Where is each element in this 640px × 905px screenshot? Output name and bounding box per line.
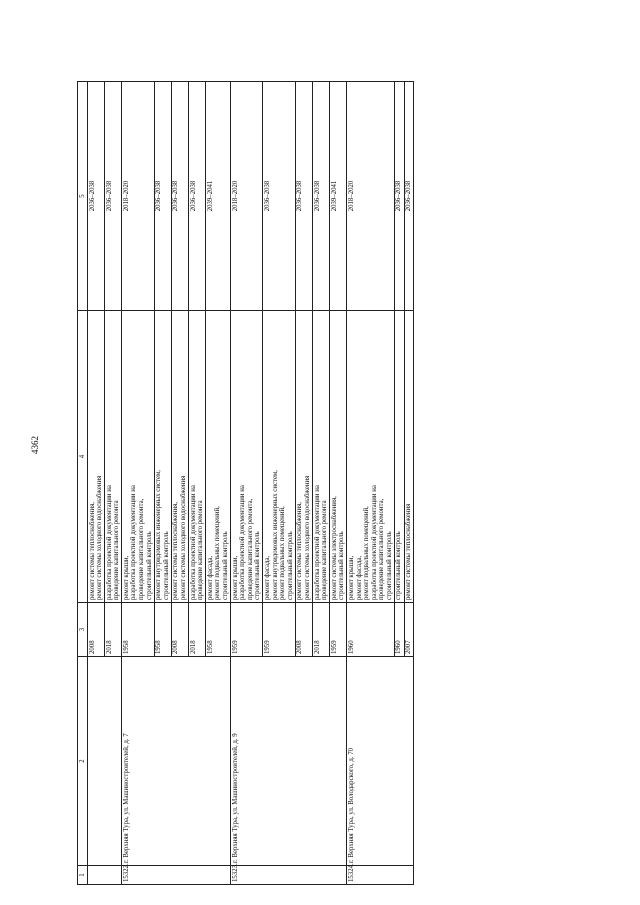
repair-period-cell: 2018–2020 bbox=[122, 82, 154, 311]
building-address-cell: г. Верхняя Тура, ул. Машиностроителей, д. 9 bbox=[231, 657, 347, 866]
work-item: разработка проектной документации на bbox=[189, 485, 197, 600]
works-cell bbox=[330, 311, 347, 603]
work-item: строительный контроль bbox=[338, 531, 346, 600]
works-cell bbox=[231, 311, 263, 603]
works-cell bbox=[347, 311, 395, 603]
work-item: строительный контроль bbox=[286, 531, 294, 600]
repair-period-cell: 2018–2020 bbox=[347, 82, 395, 311]
work-item: строительный контроль bbox=[222, 531, 229, 600]
repair-period-cell: 2036–2038 bbox=[171, 82, 188, 311]
work-item: строительный контроль bbox=[162, 531, 170, 600]
repair-period-cell: 2039–2041 bbox=[206, 82, 231, 311]
building-number-cell bbox=[88, 866, 122, 885]
commissioning-year-cell: 2008 bbox=[88, 603, 105, 657]
work-item: ремонт системы теплоснабжения, bbox=[296, 502, 304, 600]
works-cell bbox=[313, 311, 330, 603]
col-header-3: 3 bbox=[78, 603, 88, 657]
commissioning-year-cell: 1958 bbox=[206, 603, 231, 657]
work-item: проведение капитального ремонта, bbox=[246, 498, 254, 600]
work-item: ремонт системы холодного водоснабжения bbox=[180, 475, 188, 600]
col-header-1: 1 bbox=[78, 866, 88, 885]
building-number-cell: 15322. bbox=[122, 866, 231, 885]
work-item: ремонт фасада, bbox=[263, 555, 271, 600]
commissioning-year-cell: 2007 bbox=[404, 603, 414, 657]
column-number-row bbox=[78, 82, 88, 885]
work-item: строительный контроль bbox=[254, 531, 262, 600]
work-item: ремонт системы теплоснабжения, bbox=[88, 502, 96, 600]
repair-period-cell: 2036–2038 bbox=[313, 82, 330, 311]
work-item: ремонт системы холодного водоснабжения bbox=[96, 475, 104, 600]
commissioning-year-cell: 2018 bbox=[189, 603, 206, 657]
col-header-4: 4 bbox=[78, 311, 88, 603]
commissioning-year-cell: 1959 bbox=[263, 603, 295, 657]
work-item: проведение капитального ремонта, bbox=[138, 498, 146, 600]
work-item: ремонт внутридомовых инженерных систем, bbox=[271, 470, 279, 600]
commissioning-year-cell: 1959 bbox=[330, 603, 347, 657]
commissioning-year-cell: 1960 bbox=[394, 603, 404, 657]
work-item: ремонт системы теплоснабжения, bbox=[172, 502, 180, 600]
repair-period-cell: 2018–2020 bbox=[231, 82, 263, 311]
commissioning-year-cell: 1960 bbox=[347, 603, 395, 657]
commissioning-year-cell: 1958 bbox=[122, 603, 154, 657]
work-item: ремонт крыши, bbox=[122, 555, 130, 600]
commissioning-year-cell: 1958 bbox=[154, 603, 171, 657]
work-item: строительный контроль bbox=[385, 531, 393, 600]
work-item: разработка проектной документации на bbox=[105, 485, 113, 600]
table-row bbox=[88, 82, 105, 885]
work-item: разработка проектной документации на bbox=[130, 485, 138, 600]
work-item: ремонт внутридомовых инженерных систем, bbox=[155, 470, 163, 600]
repair-period-cell: 2036–2038 bbox=[88, 82, 105, 311]
capital-repair-table bbox=[77, 81, 414, 885]
work-item: ремонт крыши, bbox=[231, 555, 239, 600]
works-cell bbox=[394, 311, 404, 603]
work-item: ремонт подвальных помещений, bbox=[363, 506, 371, 600]
works-cell bbox=[122, 311, 154, 603]
col-header-5: 5 bbox=[78, 82, 88, 311]
building-number-cell: 15324. bbox=[347, 866, 414, 885]
work-item: разработка проектной документации на bbox=[370, 485, 378, 600]
building-address-cell: г. Верхняя Тура, ул. Машиностроителей, д. 7 bbox=[122, 657, 231, 866]
work-item: строительный контроль bbox=[395, 531, 403, 600]
table-row bbox=[347, 82, 395, 885]
work-item: ремонт подвальных помещений, bbox=[214, 506, 222, 600]
works-cell bbox=[154, 311, 171, 603]
work-item: строительный контроль bbox=[145, 531, 153, 600]
col-header-2: 2 bbox=[78, 657, 88, 866]
work-item: проведение капитального ремонта bbox=[321, 500, 329, 600]
works-cell bbox=[171, 311, 188, 603]
building-address-cell bbox=[88, 657, 122, 866]
rotated-table-container bbox=[77, 82, 589, 885]
commissioning-year-cell: 2018 bbox=[105, 603, 122, 657]
works-cell bbox=[105, 311, 122, 603]
work-item: ремонт подвальных помещений, bbox=[279, 506, 287, 600]
works-cell bbox=[206, 311, 231, 603]
work-item: ремонт крыши, bbox=[347, 555, 355, 600]
repair-period-cell: 2036–2038 bbox=[263, 82, 295, 311]
works-cell bbox=[404, 311, 414, 603]
building-number-cell: 15323. bbox=[231, 866, 347, 885]
building-address-cell: г. Верхняя Тура, ул. Володарского, д. 70 bbox=[347, 657, 414, 866]
commissioning-year-cell: 2008 bbox=[295, 603, 312, 657]
repair-period-cell: 2036–2038 bbox=[154, 82, 171, 311]
table-row bbox=[122, 82, 154, 885]
repair-period-cell: 2039–2041 bbox=[330, 82, 347, 311]
table-row bbox=[231, 82, 263, 885]
commissioning-year-cell: 2008 bbox=[171, 603, 188, 657]
work-item: ремонт системы электроснабжения, bbox=[330, 496, 338, 600]
repair-period-cell: 2036–2038 bbox=[105, 82, 122, 311]
work-item: проведение капитального ремонта, bbox=[378, 498, 386, 600]
page-number: 4362 bbox=[30, 436, 40, 454]
repair-period-cell: 2036–2038 bbox=[189, 82, 206, 311]
works-cell bbox=[295, 311, 312, 603]
repair-period-cell: 2036–2038 bbox=[295, 82, 312, 311]
works-cell bbox=[88, 311, 105, 603]
work-item: разработка проектной документации на bbox=[239, 485, 247, 600]
repair-period-cell: 2036–2038 bbox=[404, 82, 414, 311]
works-cell bbox=[189, 311, 206, 603]
work-item: проведение капитального ремонта bbox=[197, 500, 205, 600]
work-item: ремонт фасада, bbox=[206, 555, 214, 600]
work-item: проведение капитального ремонта bbox=[113, 500, 121, 600]
work-item: разработка проектной документации на bbox=[313, 485, 321, 600]
commissioning-year-cell: 2018 bbox=[313, 603, 330, 657]
repair-period-cell: 2036–2038 bbox=[394, 82, 404, 311]
work-item: ремонт системы холодного водоснабжения bbox=[303, 475, 311, 600]
commissioning-year-cell: 1959 bbox=[231, 603, 263, 657]
table-body bbox=[88, 82, 414, 885]
works-cell bbox=[263, 311, 295, 603]
work-item: ремонт фасада, bbox=[355, 555, 363, 600]
work-item: ремонт системы теплоснабжения bbox=[405, 503, 413, 600]
